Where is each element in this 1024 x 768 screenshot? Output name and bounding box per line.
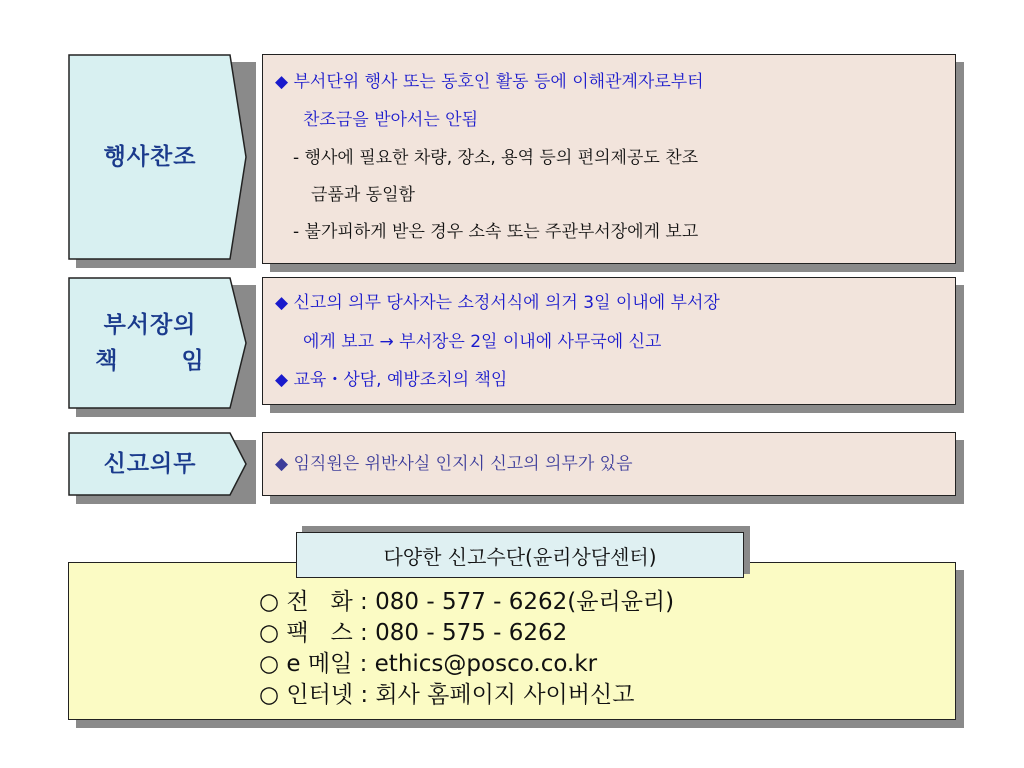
contact-internet: ○ 인터넷 : 회사 홈페이지 사이버신고 (259, 682, 635, 708)
bullet-line: ◆ 임직원은 위반사실 인지시 신고의 의무가 있음 (275, 454, 633, 474)
contact-email: ○ e 메일 : ethics@posco.co.kr (259, 651, 598, 677)
bullet-line-cont: 에게 보고 → 부서장은 2일 이내에 사무국에 신고 (303, 332, 662, 352)
reporting-channels-title: 다양한 신고수단(윤리상담센터) (296, 532, 744, 578)
tag-label-line2: 책 임 (95, 348, 205, 374)
contact-fax: ○ 팩 스 : 080 - 575 - 6262 (259, 620, 568, 646)
sub-line: - 불가피하게 받은 경우 소속 또는 주관부서장에게 보고 (293, 222, 699, 242)
tag-event-sponsorship (68, 54, 248, 260)
event-sponsorship-panel (262, 54, 956, 264)
tag-manager-responsibility (68, 277, 248, 409)
manager-responsibility-panel (262, 277, 956, 405)
sub-line-cont: 금품과 동일함 (311, 185, 415, 205)
tag-label: 신고의무 (103, 451, 197, 477)
bullet-line-cont: 찬조금을 받아서는 안됨 (303, 110, 479, 130)
bullet-line: ◆ 부서단위 행사 또는 동호인 활동 등에 이해관계자로부터 (275, 72, 704, 92)
sub-line: - 행사에 필요한 차량, 장소, 용역 등의 편의제공도 찬조 (293, 148, 699, 168)
tag-reporting-duty (68, 432, 248, 496)
tag-label: 행사찬조 (103, 144, 197, 170)
contact-phone: ○ 전 화 : 080 - 577 - 6262(윤리윤리) (259, 589, 675, 615)
bullet-line: ◆ 신고의 의무 당사자는 소정서식에 의거 3일 이내에 부서장 (275, 293, 720, 313)
tag-label-line1: 부서장의 (103, 312, 197, 338)
reporting-channels-panel (68, 562, 956, 720)
reporting-duty-panel (262, 432, 956, 496)
bullet-line: ◆ 교육・상담, 예방조치의 책임 (275, 370, 508, 390)
